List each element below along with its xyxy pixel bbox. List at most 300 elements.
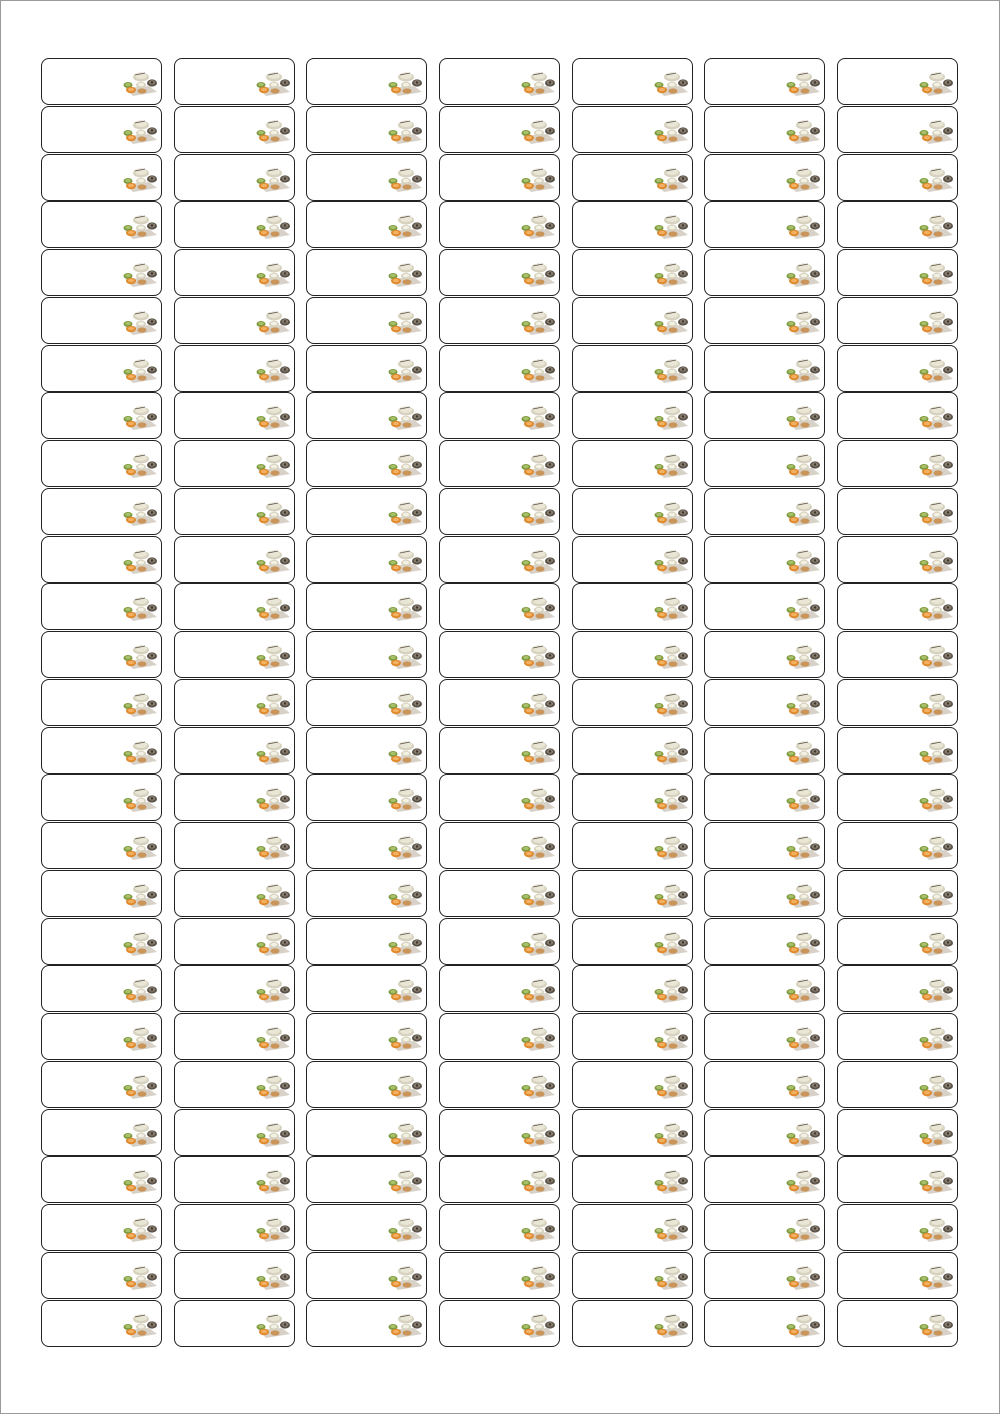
food-dishes-icon	[782, 167, 822, 193]
label-cell	[41, 1061, 162, 1108]
food-dishes-icon	[650, 119, 690, 145]
food-dishes-icon	[517, 310, 557, 336]
label-cell	[837, 583, 958, 630]
food-dishes-icon	[517, 549, 557, 575]
label-cell	[704, 1204, 825, 1251]
food-dishes-icon	[252, 931, 292, 957]
label-cell	[704, 583, 825, 630]
food-dishes-icon	[517, 262, 557, 288]
label-cell	[837, 1061, 958, 1108]
label-cell	[837, 822, 958, 869]
food-dishes-icon	[384, 644, 424, 670]
label-cell	[572, 392, 693, 439]
food-dishes-icon	[782, 310, 822, 336]
label-cell	[572, 822, 693, 869]
food-dishes-icon	[782, 978, 822, 1004]
label-cell	[306, 392, 427, 439]
label-cell	[704, 918, 825, 965]
label-cell	[41, 1204, 162, 1251]
label-cell	[439, 536, 560, 583]
label-cell	[439, 440, 560, 487]
label-cell	[572, 870, 693, 917]
food-dishes-icon	[782, 358, 822, 384]
food-dishes-icon	[384, 596, 424, 622]
label-cell	[306, 488, 427, 535]
label-cell	[704, 774, 825, 821]
label-cell	[174, 345, 295, 392]
label-cell	[306, 918, 427, 965]
label-cell	[572, 440, 693, 487]
label-cell	[704, 58, 825, 105]
label-cell	[704, 154, 825, 201]
label-cell	[41, 345, 162, 392]
food-dishes-icon	[384, 501, 424, 527]
label-cell	[704, 1061, 825, 1108]
food-dishes-icon	[384, 405, 424, 431]
food-dishes-icon	[119, 1169, 159, 1195]
label-cell	[704, 1300, 825, 1347]
food-dishes-icon	[252, 262, 292, 288]
food-dishes-icon	[517, 883, 557, 909]
label-cell	[439, 1300, 560, 1347]
food-dishes-icon	[384, 1169, 424, 1195]
label-cell	[572, 488, 693, 535]
food-dishes-icon	[650, 453, 690, 479]
label-cell	[306, 1061, 427, 1108]
food-dishes-icon	[252, 214, 292, 240]
food-dishes-icon	[915, 978, 955, 1004]
label-cell	[704, 440, 825, 487]
food-dishes-icon	[119, 644, 159, 670]
food-dishes-icon	[252, 644, 292, 670]
food-dishes-icon	[650, 549, 690, 575]
label-cell	[572, 918, 693, 965]
food-dishes-icon	[384, 1026, 424, 1052]
label-cell	[41, 392, 162, 439]
food-dishes-icon	[517, 405, 557, 431]
food-dishes-icon	[119, 740, 159, 766]
label-cell	[837, 488, 958, 535]
label-cell	[572, 201, 693, 248]
food-dishes-icon	[517, 596, 557, 622]
food-dishes-icon	[650, 214, 690, 240]
label-cell	[174, 440, 295, 487]
label-cell	[572, 1156, 693, 1203]
label-cell	[439, 1204, 560, 1251]
label-cell	[837, 774, 958, 821]
label-cell	[41, 1013, 162, 1060]
food-dishes-icon	[650, 978, 690, 1004]
label-cell	[174, 822, 295, 869]
label-cell	[704, 106, 825, 153]
food-dishes-icon	[384, 1313, 424, 1339]
food-dishes-icon	[384, 549, 424, 575]
label-cell	[41, 870, 162, 917]
label-cell	[174, 679, 295, 726]
food-dishes-icon	[252, 1026, 292, 1052]
label-cell	[704, 631, 825, 678]
food-dishes-icon	[252, 596, 292, 622]
label-cell	[174, 870, 295, 917]
label-cell	[704, 1013, 825, 1060]
food-dishes-icon	[782, 119, 822, 145]
food-dishes-icon	[384, 453, 424, 479]
food-dishes-icon	[915, 71, 955, 97]
food-dishes-icon	[384, 310, 424, 336]
label-cell	[837, 679, 958, 726]
label-cell	[174, 774, 295, 821]
label-cell	[837, 345, 958, 392]
label-cell	[41, 536, 162, 583]
label-cell	[704, 297, 825, 344]
food-dishes-icon	[252, 1169, 292, 1195]
food-dishes-icon	[650, 71, 690, 97]
food-dishes-icon	[384, 692, 424, 718]
label-cell	[439, 201, 560, 248]
label-cell	[572, 536, 693, 583]
food-dishes-icon	[650, 1265, 690, 1291]
label-cell	[837, 536, 958, 583]
label-cell	[306, 1109, 427, 1156]
label-cell	[306, 1300, 427, 1347]
label-cell	[306, 870, 427, 917]
food-dishes-icon	[119, 119, 159, 145]
label-cell	[41, 440, 162, 487]
food-dishes-icon	[782, 787, 822, 813]
label-cell	[439, 822, 560, 869]
food-dishes-icon	[252, 71, 292, 97]
label-cell	[41, 58, 162, 105]
food-dishes-icon	[915, 501, 955, 527]
food-dishes-icon	[252, 119, 292, 145]
food-dishes-icon	[650, 1313, 690, 1339]
label-cell	[41, 249, 162, 296]
label-cell	[41, 679, 162, 726]
label-cell	[837, 1300, 958, 1347]
food-dishes-icon	[517, 787, 557, 813]
food-dishes-icon	[517, 978, 557, 1004]
label-cell	[174, 583, 295, 630]
food-dishes-icon	[650, 787, 690, 813]
label-cell	[306, 631, 427, 678]
label-cell	[572, 106, 693, 153]
label-cell	[306, 58, 427, 105]
food-dishes-icon	[650, 358, 690, 384]
label-cell	[704, 536, 825, 583]
food-dishes-icon	[782, 1169, 822, 1195]
label-cell	[572, 1061, 693, 1108]
label-cell	[837, 440, 958, 487]
food-dishes-icon	[517, 1026, 557, 1052]
food-dishes-icon	[915, 1122, 955, 1148]
food-dishes-icon	[252, 1074, 292, 1100]
label-cell	[572, 345, 693, 392]
label-cell	[174, 488, 295, 535]
food-dishes-icon	[915, 644, 955, 670]
label-cell	[439, 679, 560, 726]
food-dishes-icon	[517, 1122, 557, 1148]
food-dishes-icon	[252, 310, 292, 336]
food-dishes-icon	[119, 835, 159, 861]
food-dishes-icon	[384, 883, 424, 909]
label-cell	[41, 1252, 162, 1299]
label-cell	[439, 631, 560, 678]
label-cell	[306, 249, 427, 296]
label-cell	[439, 1109, 560, 1156]
label-cell	[174, 631, 295, 678]
food-dishes-icon	[650, 1217, 690, 1243]
food-dishes-icon	[252, 1217, 292, 1243]
label-cell	[306, 1252, 427, 1299]
food-dishes-icon	[119, 214, 159, 240]
label-cell	[837, 297, 958, 344]
label-cell	[306, 1013, 427, 1060]
food-dishes-icon	[384, 1217, 424, 1243]
food-dishes-icon	[915, 167, 955, 193]
food-dishes-icon	[915, 262, 955, 288]
food-dishes-icon	[650, 405, 690, 431]
food-dishes-icon	[915, 787, 955, 813]
food-dishes-icon	[782, 692, 822, 718]
food-dishes-icon	[384, 740, 424, 766]
label-cell	[704, 392, 825, 439]
label-cell	[837, 1013, 958, 1060]
food-dishes-icon	[782, 931, 822, 957]
food-dishes-icon	[252, 405, 292, 431]
food-dishes-icon	[384, 787, 424, 813]
food-dishes-icon	[517, 740, 557, 766]
label-cell	[704, 965, 825, 1012]
food-dishes-icon	[119, 549, 159, 575]
label-cell	[41, 1300, 162, 1347]
label-cell	[572, 965, 693, 1012]
food-dishes-icon	[782, 262, 822, 288]
food-dishes-icon	[252, 835, 292, 861]
label-cell	[306, 201, 427, 248]
label-cell	[572, 679, 693, 726]
label-cell	[439, 249, 560, 296]
food-dishes-icon	[650, 644, 690, 670]
label-cell	[837, 249, 958, 296]
food-dishes-icon	[782, 1313, 822, 1339]
food-dishes-icon	[782, 549, 822, 575]
label-cell	[41, 918, 162, 965]
food-dishes-icon	[517, 501, 557, 527]
food-dishes-icon	[119, 167, 159, 193]
label-cell	[41, 631, 162, 678]
food-dishes-icon	[915, 835, 955, 861]
food-dishes-icon	[384, 1074, 424, 1100]
label-cell	[41, 106, 162, 153]
food-dishes-icon	[517, 214, 557, 240]
food-dishes-icon	[915, 931, 955, 957]
food-dishes-icon	[252, 740, 292, 766]
food-dishes-icon	[650, 883, 690, 909]
label-cell	[174, 1013, 295, 1060]
food-dishes-icon	[252, 549, 292, 575]
label-cell	[306, 345, 427, 392]
label-cell	[439, 392, 560, 439]
food-dishes-icon	[650, 1074, 690, 1100]
label-cell	[306, 822, 427, 869]
label-cell	[306, 774, 427, 821]
food-dishes-icon	[782, 1217, 822, 1243]
food-dishes-icon	[915, 310, 955, 336]
label-cell	[572, 583, 693, 630]
food-dishes-icon	[119, 1265, 159, 1291]
label-cell	[704, 822, 825, 869]
food-dishes-icon	[915, 1313, 955, 1339]
food-dishes-icon	[517, 835, 557, 861]
food-dishes-icon	[650, 501, 690, 527]
food-dishes-icon	[915, 549, 955, 575]
label-cell	[41, 774, 162, 821]
label-cell	[572, 1204, 693, 1251]
label-cell	[439, 58, 560, 105]
food-dishes-icon	[782, 214, 822, 240]
label-cell	[174, 1156, 295, 1203]
label-cell	[306, 583, 427, 630]
label-cell	[837, 918, 958, 965]
label-cell	[306, 536, 427, 583]
label-cell	[439, 345, 560, 392]
food-dishes-icon	[384, 835, 424, 861]
label-cell	[174, 154, 295, 201]
food-dishes-icon	[384, 1265, 424, 1291]
food-dishes-icon	[119, 310, 159, 336]
label-cell	[837, 965, 958, 1012]
label-cell	[174, 1204, 295, 1251]
food-dishes-icon	[517, 1313, 557, 1339]
label-cell	[837, 631, 958, 678]
food-dishes-icon	[384, 214, 424, 240]
food-dishes-icon	[384, 931, 424, 957]
food-dishes-icon	[119, 787, 159, 813]
label-cell	[439, 727, 560, 774]
food-dishes-icon	[517, 119, 557, 145]
food-dishes-icon	[252, 1265, 292, 1291]
label-cell	[572, 249, 693, 296]
food-dishes-icon	[252, 692, 292, 718]
food-dishes-icon	[650, 167, 690, 193]
food-dishes-icon	[915, 883, 955, 909]
label-cell	[439, 1013, 560, 1060]
label-cell	[174, 297, 295, 344]
label-cell	[41, 965, 162, 1012]
label-cell	[837, 727, 958, 774]
food-dishes-icon	[517, 167, 557, 193]
food-dishes-icon	[252, 787, 292, 813]
food-dishes-icon	[384, 119, 424, 145]
label-cell	[572, 631, 693, 678]
label-cell	[306, 727, 427, 774]
label-cell	[572, 1013, 693, 1060]
label-cell	[439, 1156, 560, 1203]
label-cell	[837, 1156, 958, 1203]
food-dishes-icon	[252, 167, 292, 193]
label-cell	[704, 488, 825, 535]
food-dishes-icon	[782, 1074, 822, 1100]
label-cell	[572, 154, 693, 201]
food-dishes-icon	[252, 883, 292, 909]
label-cell	[572, 774, 693, 821]
label-cell	[439, 154, 560, 201]
label-cell	[837, 201, 958, 248]
label-cell	[439, 870, 560, 917]
food-dishes-icon	[915, 358, 955, 384]
label-cell	[837, 58, 958, 105]
food-dishes-icon	[384, 262, 424, 288]
label-cell	[174, 1300, 295, 1347]
label-cell	[704, 201, 825, 248]
label-cell	[174, 727, 295, 774]
label-cell	[306, 106, 427, 153]
food-dishes-icon	[119, 501, 159, 527]
label-cell	[306, 440, 427, 487]
food-dishes-icon	[119, 453, 159, 479]
food-dishes-icon	[650, 1026, 690, 1052]
label-grid	[41, 58, 958, 1347]
label-cell	[174, 392, 295, 439]
food-dishes-icon	[517, 1265, 557, 1291]
label-cell	[704, 1109, 825, 1156]
label-cell	[704, 870, 825, 917]
label-cell	[174, 58, 295, 105]
label-cell	[572, 1252, 693, 1299]
food-dishes-icon	[252, 1122, 292, 1148]
food-dishes-icon	[915, 405, 955, 431]
food-dishes-icon	[119, 1313, 159, 1339]
food-dishes-icon	[517, 692, 557, 718]
label-cell	[41, 583, 162, 630]
food-dishes-icon	[119, 978, 159, 1004]
label-cell	[41, 297, 162, 344]
label-cell	[41, 488, 162, 535]
label-cell	[439, 106, 560, 153]
food-dishes-icon	[782, 1265, 822, 1291]
food-dishes-icon	[517, 71, 557, 97]
food-dishes-icon	[119, 1217, 159, 1243]
label-cell	[837, 1252, 958, 1299]
label-cell	[306, 154, 427, 201]
label-cell	[306, 1156, 427, 1203]
label-cell	[41, 201, 162, 248]
food-dishes-icon	[252, 453, 292, 479]
food-dishes-icon	[782, 453, 822, 479]
food-dishes-icon	[119, 931, 159, 957]
label-cell	[837, 1109, 958, 1156]
food-dishes-icon	[915, 740, 955, 766]
label-cell	[704, 345, 825, 392]
food-dishes-icon	[650, 931, 690, 957]
label-cell	[837, 870, 958, 917]
label-cell	[41, 1109, 162, 1156]
food-dishes-icon	[782, 405, 822, 431]
label-cell	[174, 1061, 295, 1108]
label-cell	[439, 774, 560, 821]
food-dishes-icon	[119, 358, 159, 384]
label-cell	[704, 249, 825, 296]
label-cell	[837, 154, 958, 201]
food-dishes-icon	[252, 978, 292, 1004]
food-dishes-icon	[517, 358, 557, 384]
food-dishes-icon	[119, 596, 159, 622]
food-dishes-icon	[517, 644, 557, 670]
label-cell	[306, 1204, 427, 1251]
food-dishes-icon	[915, 596, 955, 622]
food-dishes-icon	[119, 883, 159, 909]
label-cell	[704, 679, 825, 726]
